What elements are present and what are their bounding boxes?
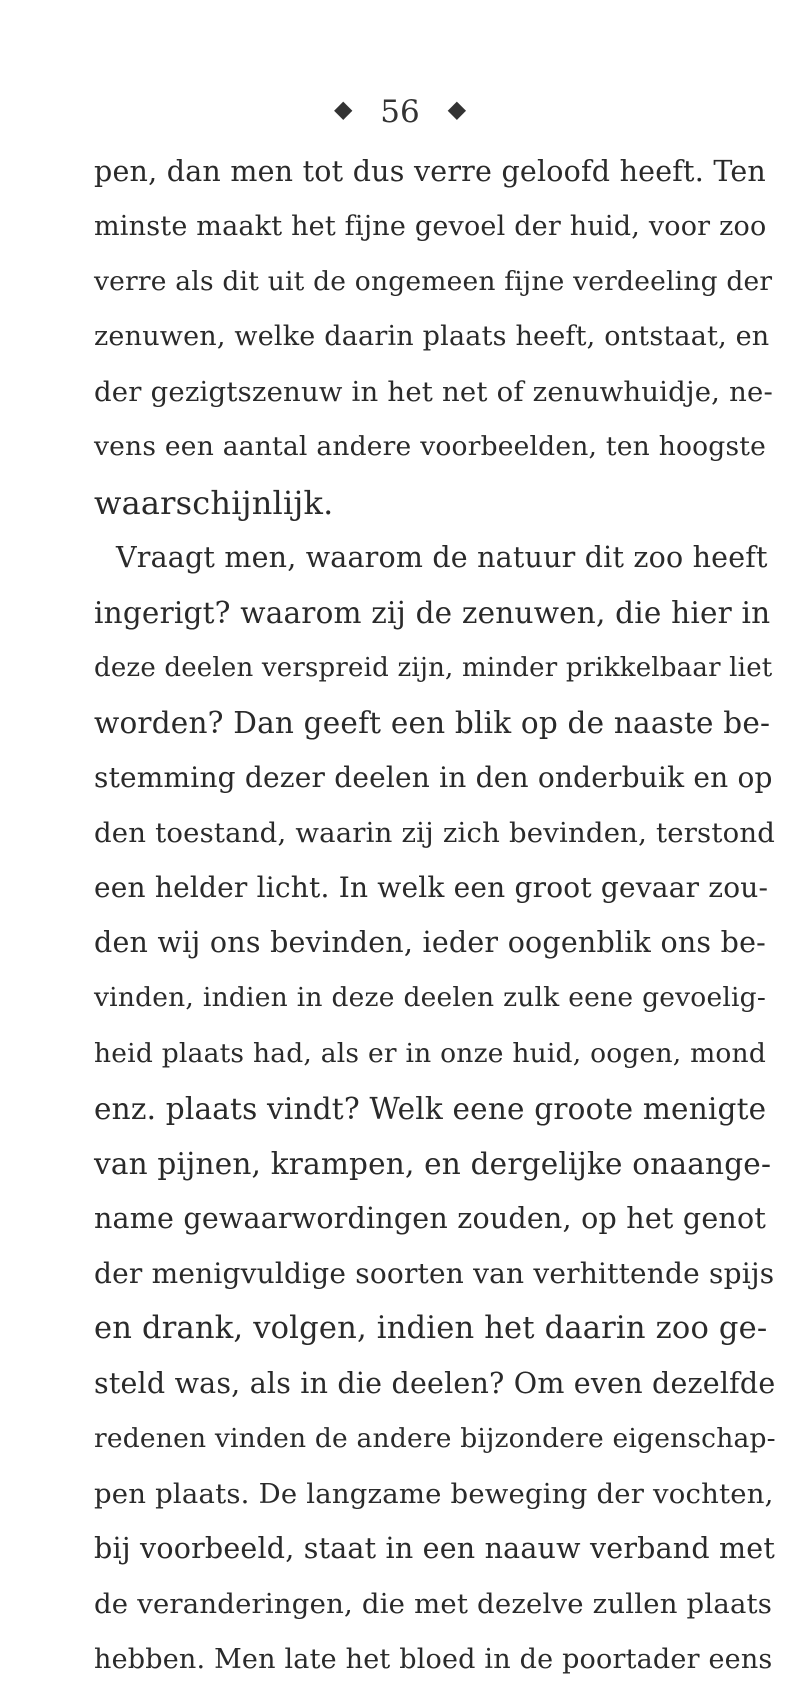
text-line: den wij ons bevinden, ieder oogenblik ons be- xyxy=(94,926,766,960)
text-line: pen, dan men tot dus verre geloofd heeft. Ten xyxy=(94,155,766,188)
text-line: Vraagt men, waarom de natuur dit zoo heeft xyxy=(116,540,768,574)
text-line: hebben. Men late het bloed in de poortader eens xyxy=(94,1643,773,1675)
text-line: en drank, volgen, indien het daarin zoo ge- xyxy=(94,1310,768,1346)
text-line: waarschijnlijk. xyxy=(94,483,334,522)
text-line: de veranderingen, die met dezelve zullen plaats xyxy=(94,1588,773,1621)
text-line: worden? Dan geeft een blik op de naaste be- xyxy=(94,705,771,740)
text-line: verre als dit uit de ongemeen fijne verdeeling der xyxy=(94,266,773,298)
text-line: van pijnen, krampen, en dergelijke onaange- xyxy=(94,1146,772,1181)
ornament-left-icon: ◆ xyxy=(333,94,353,123)
text-line: der menigvuldige soorten van verhittende spijs xyxy=(94,1256,775,1290)
text-line: stemming dezer deelen in den onderbuik en op xyxy=(94,761,773,795)
text-line: heid plaats had, als er in onze huid, oogen, mond xyxy=(94,1037,766,1069)
text-line: pen plaats. De langzame beweging der vochten, xyxy=(94,1478,774,1511)
text-line: ingerigt? waarom zij de zenuwen, die hier in xyxy=(94,595,771,630)
page-number: 56 xyxy=(380,93,420,130)
ornament-right-icon: ◆ xyxy=(447,94,467,123)
text-line: zenuwen, welke daarin plaats heeft, ontstaat, en xyxy=(94,321,770,353)
text-line: enz. plaats vindt? Welk eene groote menigte xyxy=(94,1091,767,1126)
text-line: bij voorbeeld, staat in een naauw verband met xyxy=(94,1532,775,1566)
text-line: den toestand, waarin zij zich bevinden, terstond xyxy=(94,817,776,850)
text-line: der gezigtszenuw in het net of zenuwhuidje, ne- xyxy=(94,376,773,409)
text-line: minste maakt het fijne gevoel der huid, voor zoo xyxy=(94,211,767,243)
text-line: vens een aantal andere voorbeelden, ten hoogste xyxy=(94,431,766,463)
text-line: steld was, als in die deelen? Om even dezelfde xyxy=(94,1367,776,1401)
page-header xyxy=(0,92,800,130)
body-text xyxy=(94,152,776,1695)
text-line: redenen vinden de andere bijzondere eigenschap- xyxy=(94,1423,776,1455)
text-line: een helder licht. In welk een groot gevaar zou- xyxy=(94,871,769,905)
text-line: deze deelen verspreid zijn, minder prikkelbaar liet xyxy=(94,652,773,683)
text-line: vinden, indien in deze deelen zulk eene gevoelig- xyxy=(94,982,766,1014)
text-line: name gewaarwordingen zouden, op het genot xyxy=(94,1201,766,1235)
